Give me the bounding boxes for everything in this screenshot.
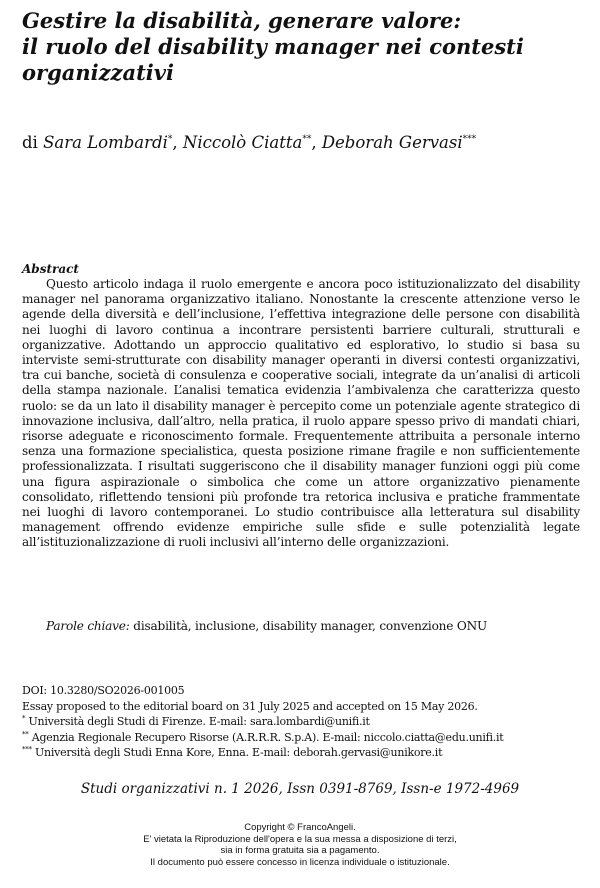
affiliation-text-2: Agenzia Regionale Recupero Risorse (A.R.R.R. S.p.A). E-mail: niccolo.ciatta@edu.unifi.it: [31, 730, 504, 744]
authors-prefix: di: [22, 133, 38, 152]
author-separator: ,: [311, 133, 317, 152]
title-line-3: organizzativi: [22, 60, 174, 85]
keywords: [22, 619, 580, 634]
author-name-1: Sara Lombardi: [43, 133, 168, 152]
affiliation-2: [22, 730, 592, 746]
author-list: [22, 132, 582, 154]
affiliation-3: [22, 745, 592, 761]
submission-note: Essay proposed to the editorial board on 31 July 2025 and accepted on 15 May 2026.: [22, 699, 478, 713]
copyright-line-3: sia in forma gratuita sia a pagamento.: [220, 845, 380, 856]
copyright-line-2: E' vietata la Riproduzione dell'opera e la sua messa a disposizione di terzi,: [143, 833, 457, 845]
author-separator: ,: [172, 133, 178, 152]
author-mark-3: ***: [462, 134, 477, 145]
affiliation-mark-3: ***: [22, 745, 32, 754]
doi: DOI: 10.3280/SO2026-001005: [22, 684, 185, 697]
copyright-line-1: Copyright © FrancoAngeli.: [244, 822, 356, 833]
journal-citation: Studi organizzativi n. 1 2026, Issn 0391-8769, Issn-e 1972-4969: [80, 781, 520, 797]
keywords-label: Parole chiave:: [46, 619, 130, 633]
copyright-notice: [0, 822, 600, 868]
article-title: [22, 8, 582, 86]
author-name-3: Deborah Gervasi: [321, 133, 463, 152]
title-line-1: Gestire la disabilità, generare valore:: [22, 8, 462, 33]
article-metadata: [22, 683, 592, 761]
affiliation-1: [22, 714, 592, 730]
affiliation-mark-2: **: [22, 729, 29, 738]
title-line-2: il ruolo del disability manager nei contesti: [22, 34, 524, 59]
author-mark-1: *: [167, 134, 173, 145]
affiliation-text-3: Università degli Studi Enna Kore, Enna. E-mail: deborah.gervasi@unikore.it: [35, 746, 443, 759]
abstract-heading: Abstract: [22, 262, 79, 276]
affiliation-mark-1: *: [22, 714, 26, 723]
abstract-body: Questo articolo indaga il ruolo emergente e ancora poco istituzionalizzato del disability manager nel panorama organizzativo italiano. Nonostante la crescente attenzione verso le agende della diversità e dell’inclusione, l’effettiva integrazione delle persone con disabilità nei luoghi di lavoro continua a incontrare persistenti barriere culturali, strutturali e organizzative. Adottando un approccio qualitativo ed esplorativo, lo studio si basa su interviste semi-strutturate con disability manager operanti in diversi contesti organizzativi, tra cui banche, società di consulenza e cooperative sociali, integrate da un’analisi di articoli della stampa nazionale. L’analisi tematica evidenzia l’ambivalenza che caratterizza questo ruolo: se da un lato il disability manager è percepito come un potenziale agente strategico di innovazione inclusiva, dall’altro, nella pratica, il ruolo appare spesso privo di mandati chiari, risorse adeguate e riconoscimento formale. Frequentemente attribuita a personale interno senza una formazione specialistica, questa posizione rimane fragile e non sufficientemente professionalizzata. I risultati suggeriscono che il disability manager funzioni oggi più come una figura aspirazionale o simbolica che come un attore organizzativo pienamente consolidato, riflettendo tensioni più profonde tra retorica inclusiva e pratiche frammentate nei luoghi di lavoro contemporanei. Lo studio contribuisce alla letteratura sul disability management offrendo evidenze empiriche sulle sfide e sulle potenzialità legate all’istituzionalizzazione di ruoli inclusivi all’interno delle organizzazioni.: [22, 277, 580, 550]
author-mark-2: **: [302, 134, 312, 145]
keywords-list: disabilità, inclusione, disability manager, convenzione ONU: [133, 619, 487, 633]
affiliation-text-1: Università degli Studi di Firenze. E-mail: sara.lombardi@unifi.it: [28, 715, 370, 728]
author-name-2: Niccolò Ciatta: [182, 133, 303, 152]
copyright-line-4: Il documento può essere concesso in licenza individuale o istituzionale.: [150, 856, 450, 868]
